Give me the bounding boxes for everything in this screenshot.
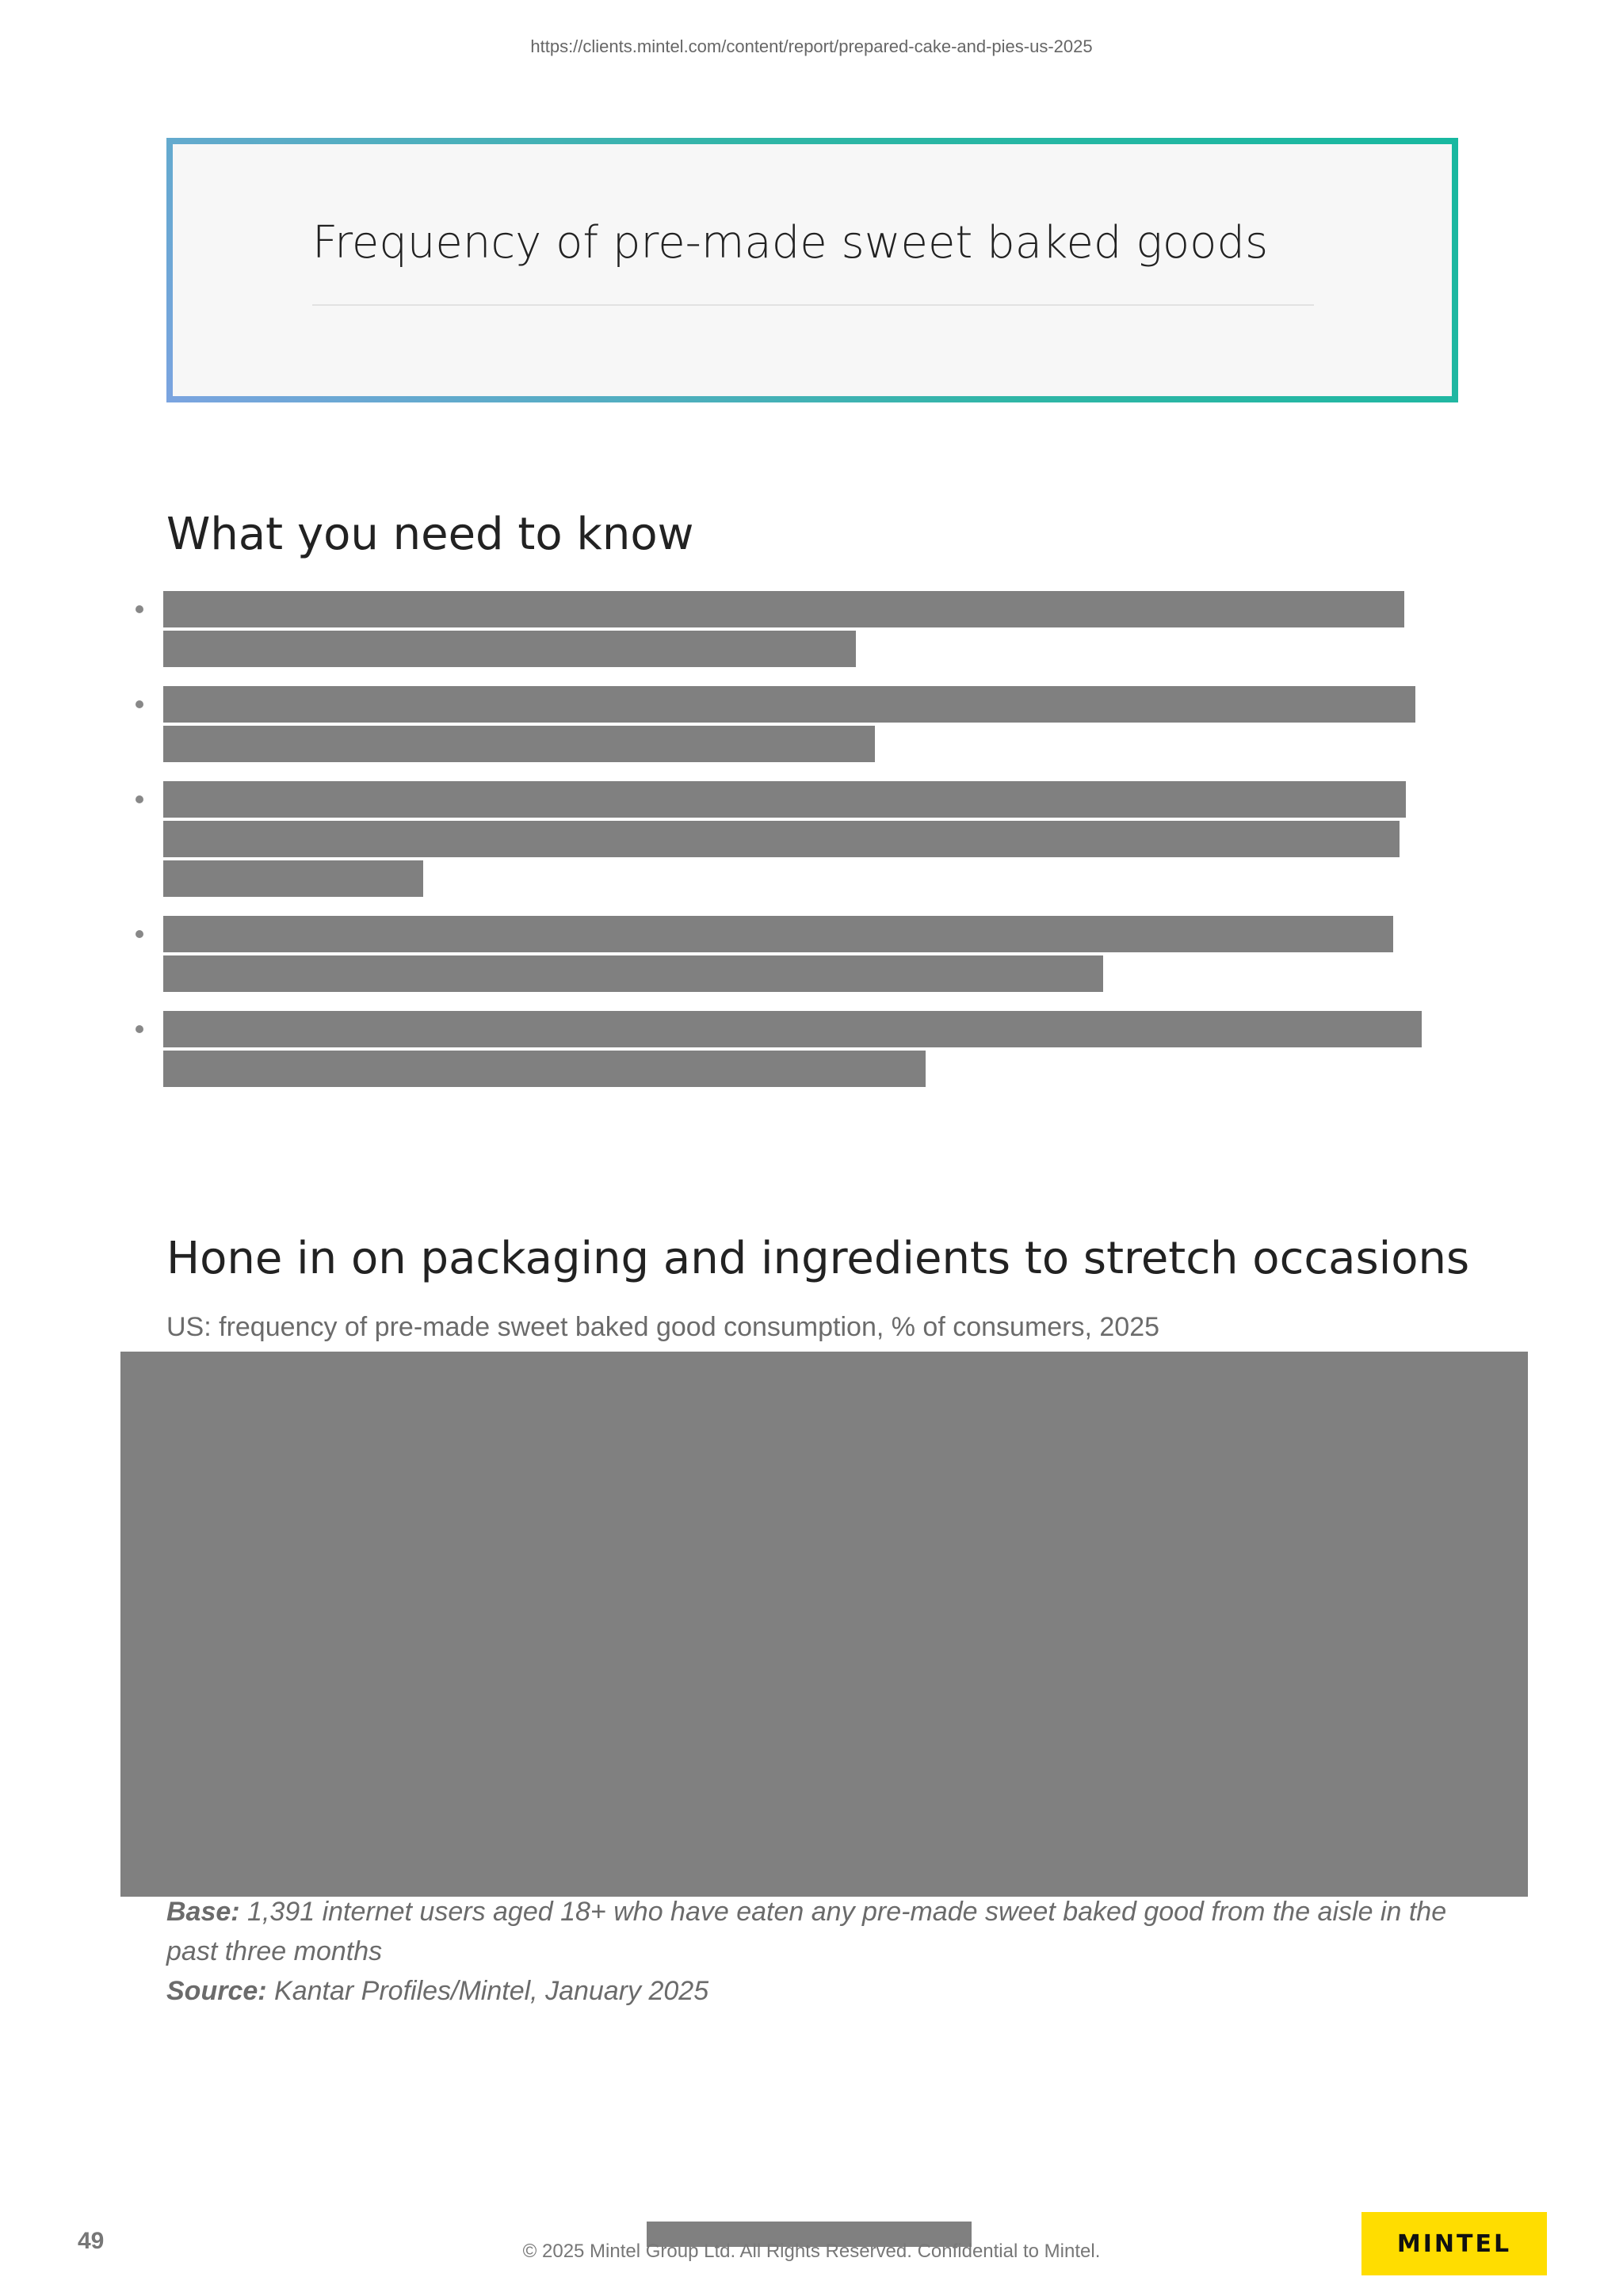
section-title: Frequency of pre-made sweet baked goods [312,217,1269,269]
source-text: Kantar Profiles/Mintel, January 2025 [266,1976,709,2006]
bullet-5 [136,1025,143,1033]
base-label: Base: [166,1897,240,1927]
redacted-line [163,591,1404,627]
what-you-need-to-know-heading: What you need to know [166,509,694,560]
bullet-3 [136,795,143,803]
redacted-line [163,1011,1422,1047]
redacted-line [163,686,1415,723]
chart-subtitle: US: frequency of pre-made sweet baked good consumption, % of consumers, 2025 [166,1312,1160,1342]
base-text: 1,391 internet users aged 18+ who have eaten any pre-made sweet baked good from the aisle in the past three months [166,1897,1447,1966]
redacted-line [163,955,1103,992]
redacted-line [163,916,1393,952]
section-title-card-inner [173,144,1452,396]
bullet-1 [136,605,143,613]
bullet-2 [136,700,143,708]
insight-heading: Hone in on packaging and ingredients to stretch occasions [166,1233,1470,1284]
base-note [166,1892,1466,1971]
redacted-line [163,821,1400,857]
redacted-line [163,1051,926,1087]
redacted-line [163,631,856,667]
source-note [166,1971,1466,2011]
redacted-line [163,860,423,897]
copyright-text: © 2025 Mintel Group Ltd. All Rights Reserved. Confidential to Mintel. [522,2241,1101,2262]
report-url: https://clients.mintel.com/content/report/prepared-cake-and-pies-us-2025 [530,36,1093,56]
section-title-card [166,138,1458,402]
redacted-chart [120,1352,1528,1897]
redacted-line [163,781,1406,818]
bullet-4 [136,930,143,938]
redacted-line [163,726,875,762]
mintel-logo: MINTEL [1361,2212,1547,2275]
page-number: 49 [78,2228,105,2254]
source-label: Source: [166,1976,267,2006]
title-divider [312,304,1314,306]
